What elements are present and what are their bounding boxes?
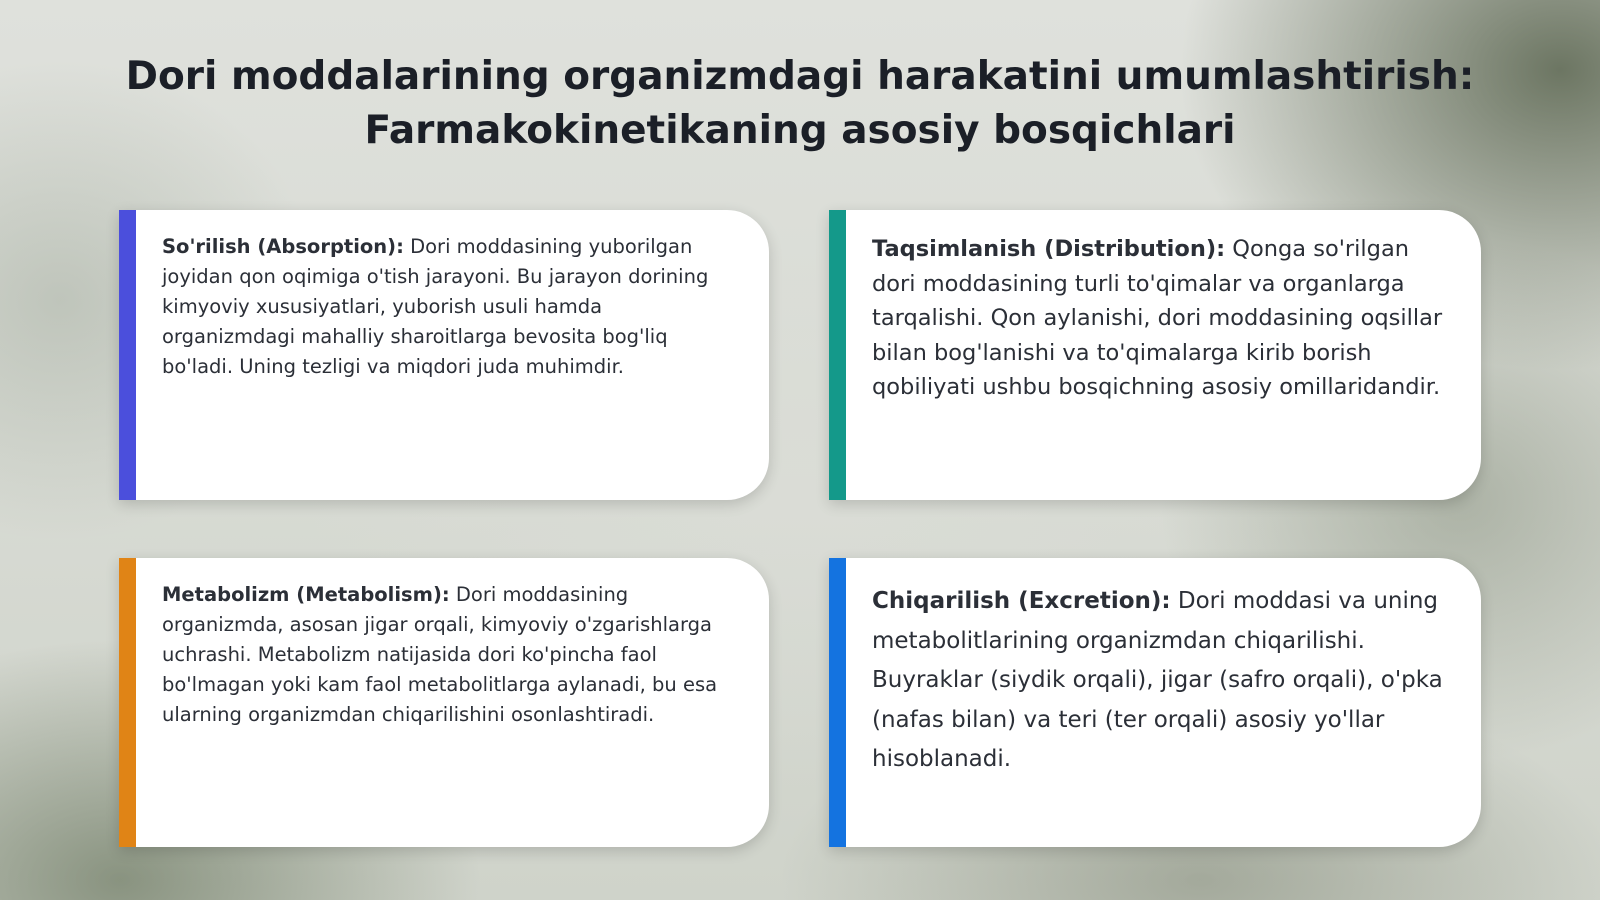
card-excretion [829,558,1481,847]
card-metabolism [119,558,769,847]
card-absorption-text [162,232,733,382]
card-metabolism-text [162,580,733,730]
card-excretion-text [872,582,1445,780]
card-absorption-body: Dori moddasining yuborilgan joyidan qon oqimiga o'tish jarayoni. Bu jarayon dorining kimyoviy xususiyatlari, yuborish usuli hamda organizmdagi mahalliy sharoitlarga bevosita bog'liq bo'ladi. Uning tezligi va miqdori juda muhimdir. [162,235,709,378]
card-excretion-body: Dori moddasi va uning metabolitlarining organizmdan chiqarilishi. Buyraklar (siydik orqali), jigar (safro orqali), o'pka (nafas bilan) va teri (ter orqali) asosiy yo'llar hisoblanadi. [872,588,1443,772]
card-metabolism-body: Dori moddasining organizmda, asosan jigar orqali, kimyoviy o'zgarishlarga uchrashi. Metabolizm natijasida dori ko'pincha faol bo'lmagan yoki kam faol metabolitlarga aylanadi, bu esa ularning organizmdan chiqarilishini osonlashtiradi. [162,583,718,726]
card-distribution-label: Taqsimlanish (Distribution): [872,236,1226,262]
card-metabolism-label: Metabolizm (Metabolism): [162,583,450,606]
card-distribution-body: Qonga so'rilgan dori moddasining turli to'qimalar va organlarga tarqalishi. Qon aylanishi, dori moddasining oqsillar bilan bog'lanishi va to'qimalarga kirib borish qobiliyati ushbu bosqichning asosiy omillaridandir. [872,236,1443,400]
card-distribution-text [872,232,1445,405]
card-excretion-label: Chiqarilish (Excretion): [872,588,1171,614]
slide-title [0,50,1600,158]
card-absorption-label: So'rilish (Absorption): [162,235,404,258]
card-distribution [829,210,1481,500]
slide-title-line-2: Farmakokinetikaning asosiy bosqichlari [364,108,1236,153]
slide-title-line-1: Dori moddalarining organizmdagi harakatini umumlashtirish: [125,54,1475,99]
card-absorption [119,210,769,500]
